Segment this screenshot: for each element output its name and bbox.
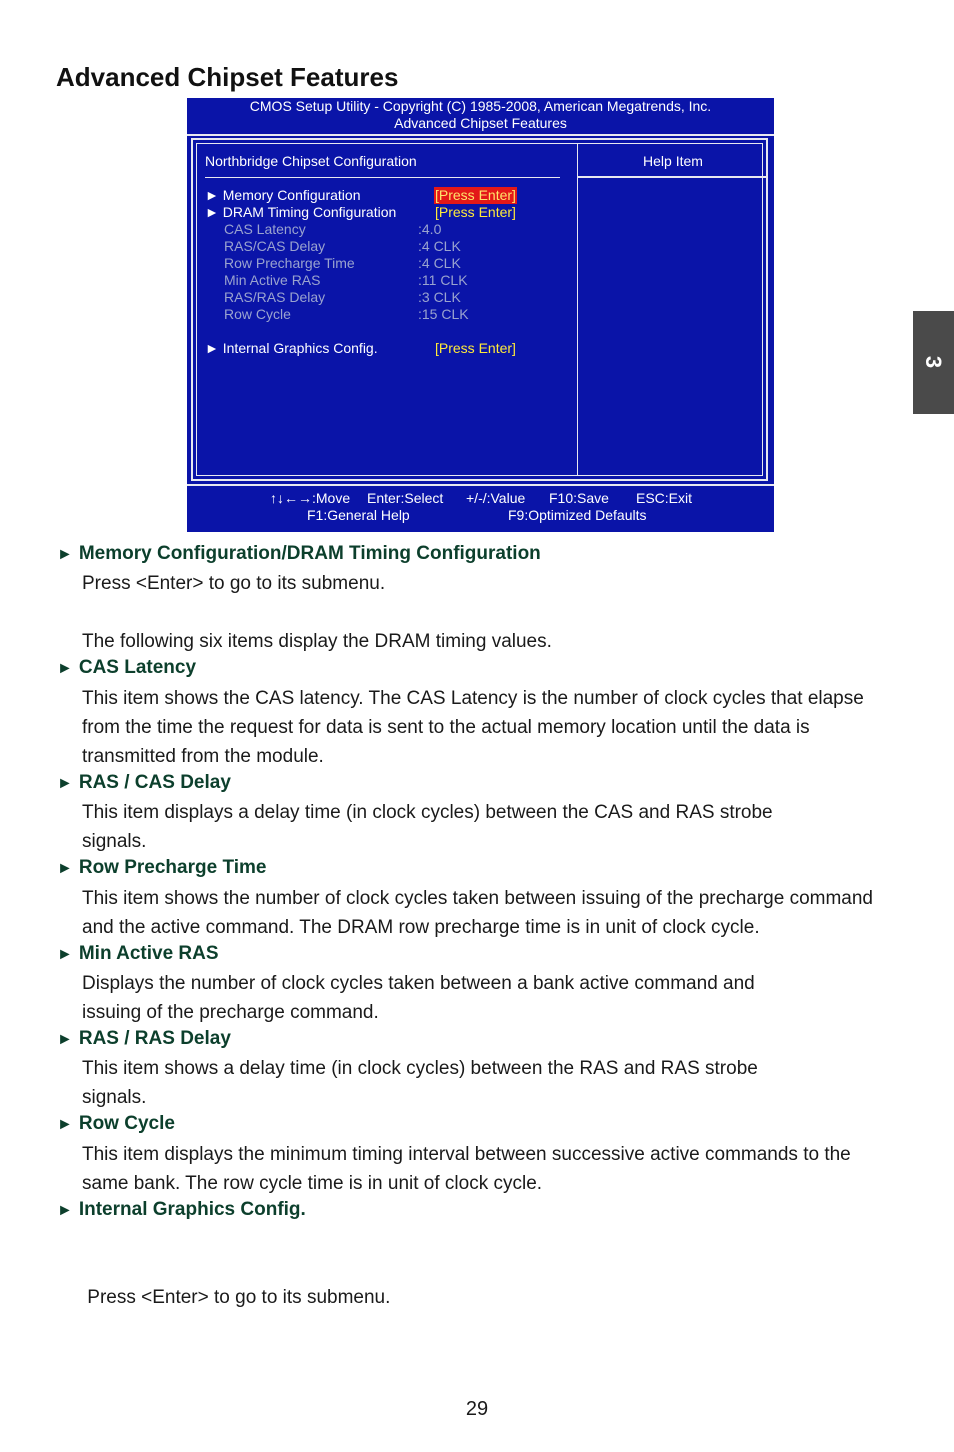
footer-value-hint: +/-/:Value	[466, 490, 526, 506]
bios-header	[187, 98, 774, 132]
section-body	[82, 798, 773, 856]
section-heading: ► CAS Latency	[57, 657, 197, 678]
body-line: The following six items display the DRAM timing values.	[82, 631, 552, 652]
body-blank-line	[82, 598, 552, 627]
bullet-arrow-icon: ►	[57, 1116, 73, 1133]
menu-item-value: :11 CLK	[418, 272, 468, 288]
body-line: and the active command. The DRAM row precharge time is in unit of clock cycle.	[82, 917, 760, 938]
help-rule	[578, 176, 768, 178]
bios-frame	[191, 138, 768, 481]
footer-help-hint: F1:General Help	[307, 507, 410, 523]
section-heading: ► Min Active RAS	[57, 943, 219, 964]
page-number: 29	[465, 1398, 489, 1420]
menu-item-value[interactable]: [Press Enter]	[435, 340, 516, 356]
bios-header-line2: Advanced Chipset Features	[394, 115, 567, 131]
footer-save-hint: F10:Save	[549, 490, 609, 506]
submenu-arrow-icon: ►	[205, 204, 219, 220]
bullet-arrow-icon: ►	[57, 1031, 73, 1048]
section-body	[82, 1140, 851, 1198]
body-line: This item shows the CAS latency. The CAS Latency is the number of clock cycles that elapse	[82, 688, 864, 709]
menu-item-label: ► Memory Configuration	[205, 187, 361, 203]
body-line: from the time the request for data is sent to the actual memory location until the data is	[82, 717, 810, 738]
menu-item-label: RAS/RAS Delay	[224, 289, 326, 305]
bullet-arrow-icon: ►	[57, 1202, 73, 1219]
menu-item-label: CAS Latency	[224, 221, 306, 237]
menu-item-label: Row Precharge Time	[224, 255, 355, 271]
body-line: transmitted from the module.	[82, 746, 324, 767]
menu-item-value: :15 CLK	[418, 306, 469, 322]
submenu-arrow-icon: ►	[205, 187, 219, 203]
body-line: issuing of the precharge command.	[82, 1002, 379, 1023]
section-body	[82, 1225, 390, 1341]
menu-item-label: ► Internal Graphics Config.	[205, 340, 378, 356]
body-line: signals.	[82, 1087, 147, 1108]
footer-exit-hint: ESC:Exit	[636, 490, 693, 506]
body-line: This item displays a delay time (in clock cycles) between the CAS and RAS strobe	[82, 802, 773, 823]
menu-item-label: Row Cycle	[224, 306, 291, 322]
section-body	[82, 1054, 758, 1112]
body-line: Press <Enter> to go to its submenu.	[82, 573, 386, 594]
section-body	[82, 684, 864, 771]
chapter-tab	[913, 311, 954, 414]
bullet-arrow-icon: ►	[57, 860, 73, 877]
bios-divider	[577, 144, 578, 475]
menu-item-label: RAS/CAS Delay	[224, 238, 326, 254]
footer-select-hint: Enter:Select	[367, 490, 444, 506]
section-title: Northbridge Chipset Configuration	[205, 153, 417, 169]
page-title: Advanced Chipset Features	[56, 62, 399, 92]
section-heading: ► Row Cycle	[57, 1113, 175, 1134]
section-heading: ► Internal Graphics Config.	[57, 1199, 306, 1220]
section-heading: ► RAS / CAS Delay	[57, 772, 231, 793]
bullet-arrow-icon: ►	[57, 660, 73, 677]
menu-item-value: :4 CLK	[418, 255, 461, 271]
bios-top-rule	[187, 134, 774, 136]
bios-bottom-rule	[187, 484, 774, 486]
menu-item-value: :3 CLK	[418, 289, 461, 305]
footer-move-hint: ↑↓←→:Move	[270, 490, 351, 506]
body-line: This item displays the minimum timing interval between successive active commands to the	[82, 1144, 851, 1165]
section-heading: ► Row Precharge Time	[57, 857, 267, 878]
body-line: This item shows the number of clock cycles taken between issuing of the precharge command	[82, 888, 873, 909]
bios-panel	[196, 143, 763, 476]
bullet-arrow-icon: ►	[57, 546, 73, 563]
bios-header-line1: CMOS Setup Utility - Copyright (C) 1985-2008, American Megatrends, Inc.	[249, 98, 712, 114]
section-body	[82, 884, 873, 942]
body-line: same bank. The row cycle time is in unit of clock cycle.	[82, 1173, 543, 1194]
menu-item-value: :4.0	[418, 221, 442, 237]
bios-screen	[187, 98, 774, 532]
menu-item-value-selected[interactable]: [Press Enter]	[435, 187, 516, 203]
section-body	[82, 569, 552, 656]
body-line: signals.	[82, 831, 147, 852]
menu-item-value[interactable]: [Press Enter]	[435, 204, 516, 220]
bullet-arrow-icon: ►	[57, 775, 73, 792]
chapter-number: 3	[921, 355, 946, 369]
section-heading: ► RAS / RAS Delay	[57, 1028, 231, 1049]
menu-item-label: Min Active RAS	[224, 272, 321, 288]
submenu-arrow-icon: ►	[205, 340, 219, 356]
footer-defaults-hint: F9:Optimized Defaults	[508, 507, 647, 523]
menu-item-label: ► DRAM Timing Configuration	[205, 204, 397, 220]
section-body	[82, 969, 755, 1027]
body-line: Press <Enter> to go to its submenu.	[82, 1287, 391, 1308]
section-heading: ► Memory Configuration/DRAM Timing Configuration	[57, 543, 541, 564]
body-line: Displays the number of clock cycles taken between a bank active command and	[82, 973, 755, 994]
help-title: Help Item	[643, 153, 703, 169]
menu-item-value: :4 CLK	[418, 238, 461, 254]
section-rule	[205, 177, 560, 178]
bullet-arrow-icon: ►	[57, 946, 73, 963]
body-line: This item shows a delay time (in clock cycles) between the RAS and RAS strobe	[82, 1058, 758, 1079]
